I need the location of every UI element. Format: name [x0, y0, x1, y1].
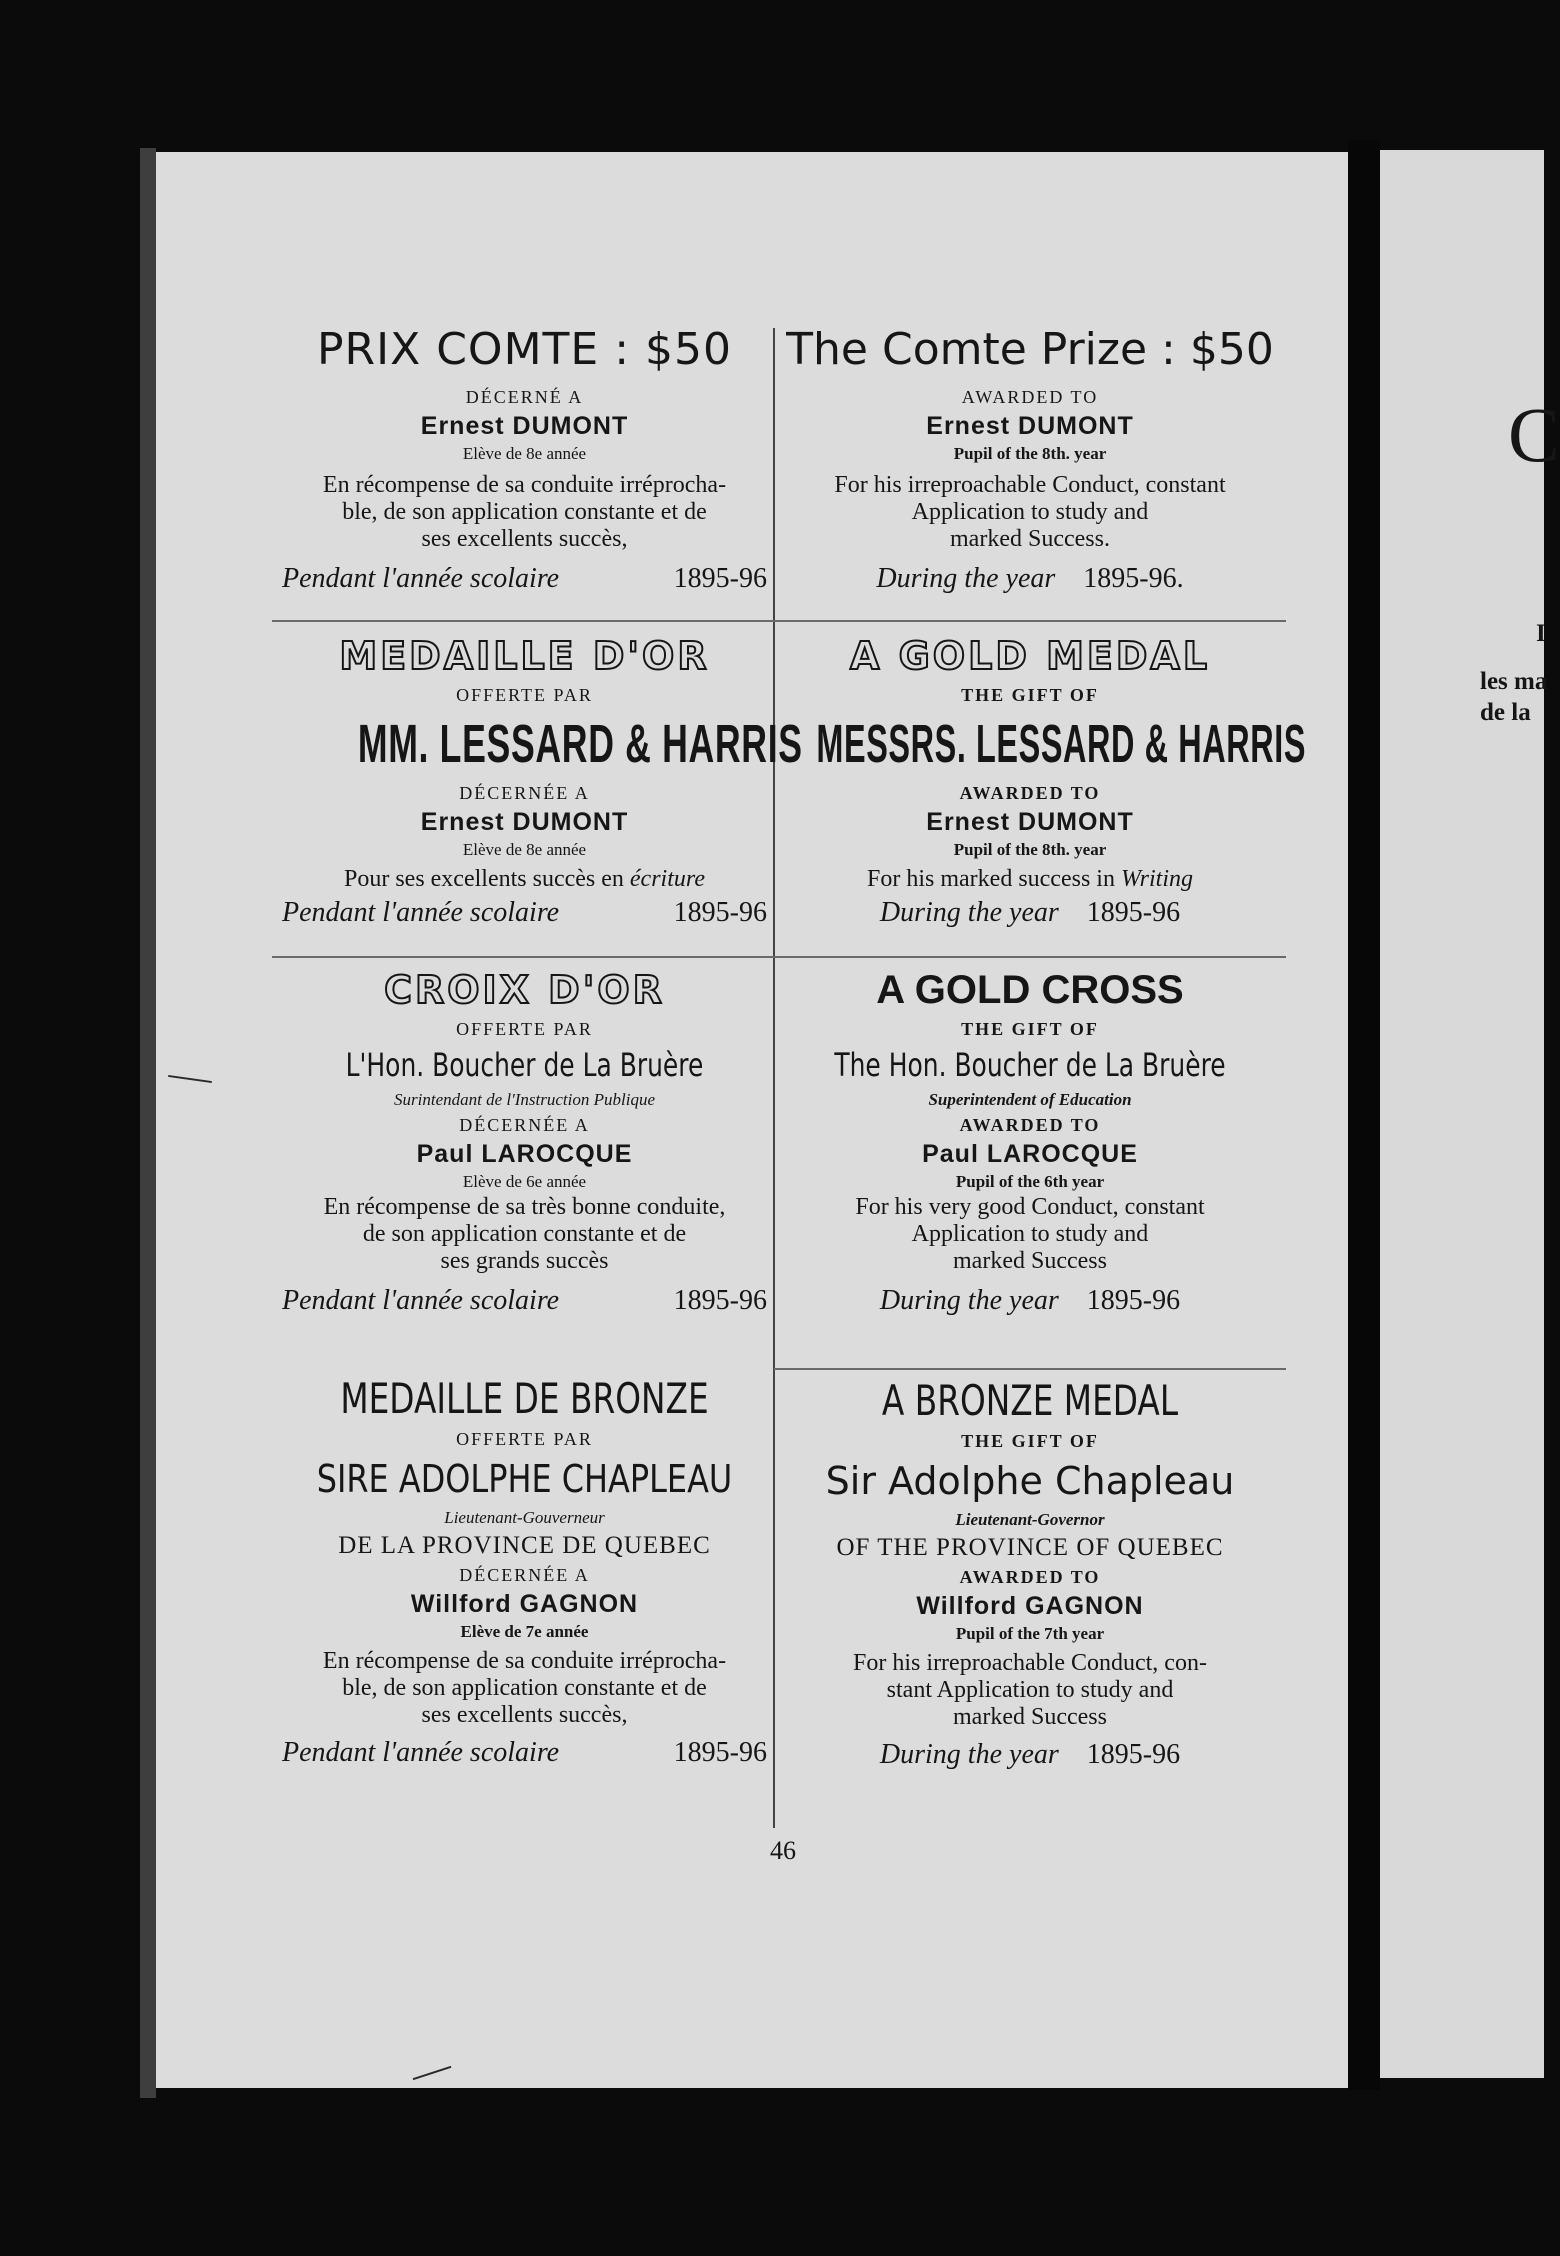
year-value: 1895-96 — [673, 897, 767, 928]
donor-name: MM. LESSARD & HARRIS — [357, 714, 803, 774]
year-label: During the year — [879, 1285, 1059, 1316]
year-value: 1895-96 — [1086, 1285, 1181, 1316]
year-value: 1895-96 — [673, 1737, 767, 1768]
prize-title: A BRONZE MEDAL — [881, 1376, 1179, 1425]
recipient-name: Ernest DUMONT — [420, 808, 629, 836]
donor-name: L'Hon. Boucher de La Bruère — [345, 1046, 704, 1084]
french-column — [272, 322, 803, 1812]
reason-text: For his marked success in — [867, 866, 1115, 892]
reason-line: For his irreproachable Conduct, con- — [853, 1650, 1207, 1676]
reason-line: ses excellents succès, — [421, 526, 628, 552]
school-year-line — [774, 893, 1286, 933]
prize-comte-en — [774, 322, 1286, 620]
awarded-label: AWARDED TO — [959, 783, 1101, 803]
offered-label: OFFERTE PAR — [456, 1429, 593, 1449]
prize-title: MEDAILLE D'OR — [339, 634, 710, 678]
gold-medal-fr — [272, 620, 803, 956]
donor-name: The Hon. Boucher de La Bruère — [834, 1046, 1226, 1084]
prize-title: PRIX COMTE : $50 — [317, 324, 732, 375]
donor-name: Sir Adolphe Chapleau — [825, 1459, 1235, 1503]
gift-label: THE GIFT OF — [961, 1431, 1099, 1451]
recipient-name: Willford GAGNON — [410, 1590, 639, 1618]
recipient-grade: Elève de 6e année — [462, 1172, 587, 1191]
year-value: 1895-96 — [673, 563, 767, 594]
year-value: 1895-96 — [673, 1285, 767, 1316]
reason-line: For his irreproachable Conduct, constant — [834, 472, 1226, 498]
reason-line: En récompense de sa conduite irréprocha- — [322, 472, 727, 498]
prize-title: The Comte Prize : $50 — [786, 324, 1274, 375]
reason-text: Pour ses excellents succès en — [343, 866, 624, 892]
recipient-grade: Pupil of the 8th. year — [953, 444, 1107, 463]
year-value: 1895-96 — [1086, 897, 1181, 928]
school-year-line — [774, 559, 1286, 599]
reason-line: marked Success — [953, 1704, 1107, 1730]
awarded-label: AWARDED TO — [961, 387, 1099, 407]
english-column — [774, 322, 1307, 1810]
awarded-label: AWARDED TO — [959, 1567, 1101, 1587]
school-year-line — [272, 1733, 777, 1773]
reason-line: For his very good Conduct, constant — [855, 1194, 1205, 1220]
recipient-grade: Elève de 8e année — [462, 840, 587, 859]
page-edge — [140, 148, 156, 2098]
recipient-name: Paul LAROCQUE — [416, 1140, 633, 1168]
reason-line: marked Success. — [950, 526, 1110, 552]
reason-subject: écriture — [629, 866, 705, 892]
reason-line: stant Application to study and — [886, 1677, 1174, 1703]
prize-title: A GOLD CROSS — [876, 968, 1184, 1012]
awarded-label: DÉCERNÉ A — [465, 387, 584, 407]
year-value: 1895-96. — [1083, 563, 1184, 594]
offered-label: OFFERTE PAR — [456, 685, 593, 705]
reason-line: Application to study and — [911, 1221, 1149, 1247]
reason-line: de son application constante et de — [362, 1221, 687, 1247]
book-gutter — [1348, 140, 1380, 2090]
donor-title: Lieutenant-Gouverneur — [444, 1508, 605, 1527]
reason-line: ses grands succès — [440, 1248, 609, 1274]
donor-province: DE LA PROVINCE DE QUEBEC — [338, 1532, 711, 1559]
donor-name: SIRE ADOLPHE CHAPLEAU — [316, 1457, 733, 1501]
prize-title: CROIX D'OR — [384, 968, 665, 1012]
adjacent-page-text: les ma — [1480, 668, 1548, 695]
adjacent-page-text: I — [1536, 620, 1546, 647]
year-label: Pendant l'année scolaire — [282, 563, 560, 594]
year-label: Pendant l'année scolaire — [282, 1737, 560, 1768]
school-year-line — [272, 893, 777, 933]
year-label: Pendant l'année scolaire — [282, 1285, 560, 1316]
page-number: 46 — [770, 1836, 796, 1865]
reason-subject: Writing — [1120, 866, 1193, 892]
donor-title: Lieutenant-Governor — [955, 1510, 1105, 1529]
reason-line: Application to study and — [911, 499, 1149, 525]
reason-line — [272, 866, 777, 893]
recipient-name: Ernest DUMONT — [420, 412, 629, 440]
recipient-name: Ernest DUMONT — [926, 808, 1134, 836]
donor-name: MESSRS. LESSARD & HARRIS — [816, 714, 1307, 774]
bronze-medal-en — [774, 1368, 1286, 1810]
reason-line: En récompense de sa très bonne conduite, — [323, 1194, 726, 1220]
recipient-grade: Pupil of the 8th. year — [953, 840, 1107, 859]
gold-medal-en — [774, 620, 1307, 956]
reason-line: marked Success — [953, 1248, 1107, 1274]
awarded-label: DÉCERNÉE A — [459, 1115, 590, 1135]
adjacent-page-letter: C — [1508, 391, 1560, 478]
school-year-line — [272, 1281, 777, 1321]
awarded-label: DÉCERNÉE A — [459, 1565, 590, 1585]
year-label: During the year — [879, 1739, 1059, 1770]
reason-line: ble, de son application constante et de — [342, 1675, 707, 1701]
year-value: 1895-96 — [1086, 1739, 1181, 1770]
reason-line — [774, 866, 1286, 893]
offered-label: OFFERTE PAR — [456, 1019, 593, 1039]
prize-comte-fr — [272, 322, 777, 620]
reason-line: En récompense de sa conduite irréprocha- — [322, 1648, 727, 1674]
recipient-grade: Elève de 8e année — [462, 444, 587, 463]
gift-label: THE GIFT OF — [961, 685, 1099, 705]
recipient-grade: Pupil of the 7th year — [955, 1624, 1105, 1643]
recipient-grade: Pupil of the 6th year — [955, 1172, 1105, 1191]
prize-title: A GOLD MEDAL — [849, 634, 1211, 678]
gold-cross-en — [774, 956, 1286, 1368]
year-label: During the year — [879, 897, 1059, 928]
adjacent-page-text: de la — [1480, 699, 1531, 726]
donor-title: Surintendant de l'Instruction Publique — [394, 1090, 655, 1109]
recipient-name: Willford GAGNON — [916, 1592, 1144, 1620]
awarded-label: DÉCERNÉE A — [459, 783, 590, 803]
school-year-line — [774, 1281, 1286, 1321]
gift-label: THE GIFT OF — [961, 1019, 1099, 1039]
school-year-line — [774, 1735, 1286, 1775]
recipient-name: Ernest DUMONT — [926, 412, 1134, 440]
recipient-name: Paul LAROCQUE — [922, 1140, 1138, 1168]
adjacent-page-fragment — [1380, 150, 1560, 2078]
school-year-line — [272, 559, 777, 599]
prize-title: MEDAILLE DE BRONZE — [340, 1374, 709, 1423]
year-label: During the year — [876, 563, 1056, 594]
awarded-label: AWARDED TO — [959, 1115, 1101, 1135]
reason-line: ble, de son application constante et de — [342, 499, 707, 525]
year-label: Pendant l'année scolaire — [282, 897, 560, 928]
reason-line: ses excellents succès, — [421, 1702, 628, 1728]
donor-province: OF THE PROVINCE OF QUEBEC — [836, 1534, 1224, 1561]
bronze-medal-fr — [272, 1372, 777, 1812]
donor-title: Superintendent of Education — [928, 1090, 1132, 1109]
recipient-grade: Elève de 7e année — [460, 1622, 589, 1641]
gold-cross-fr — [272, 956, 777, 1368]
